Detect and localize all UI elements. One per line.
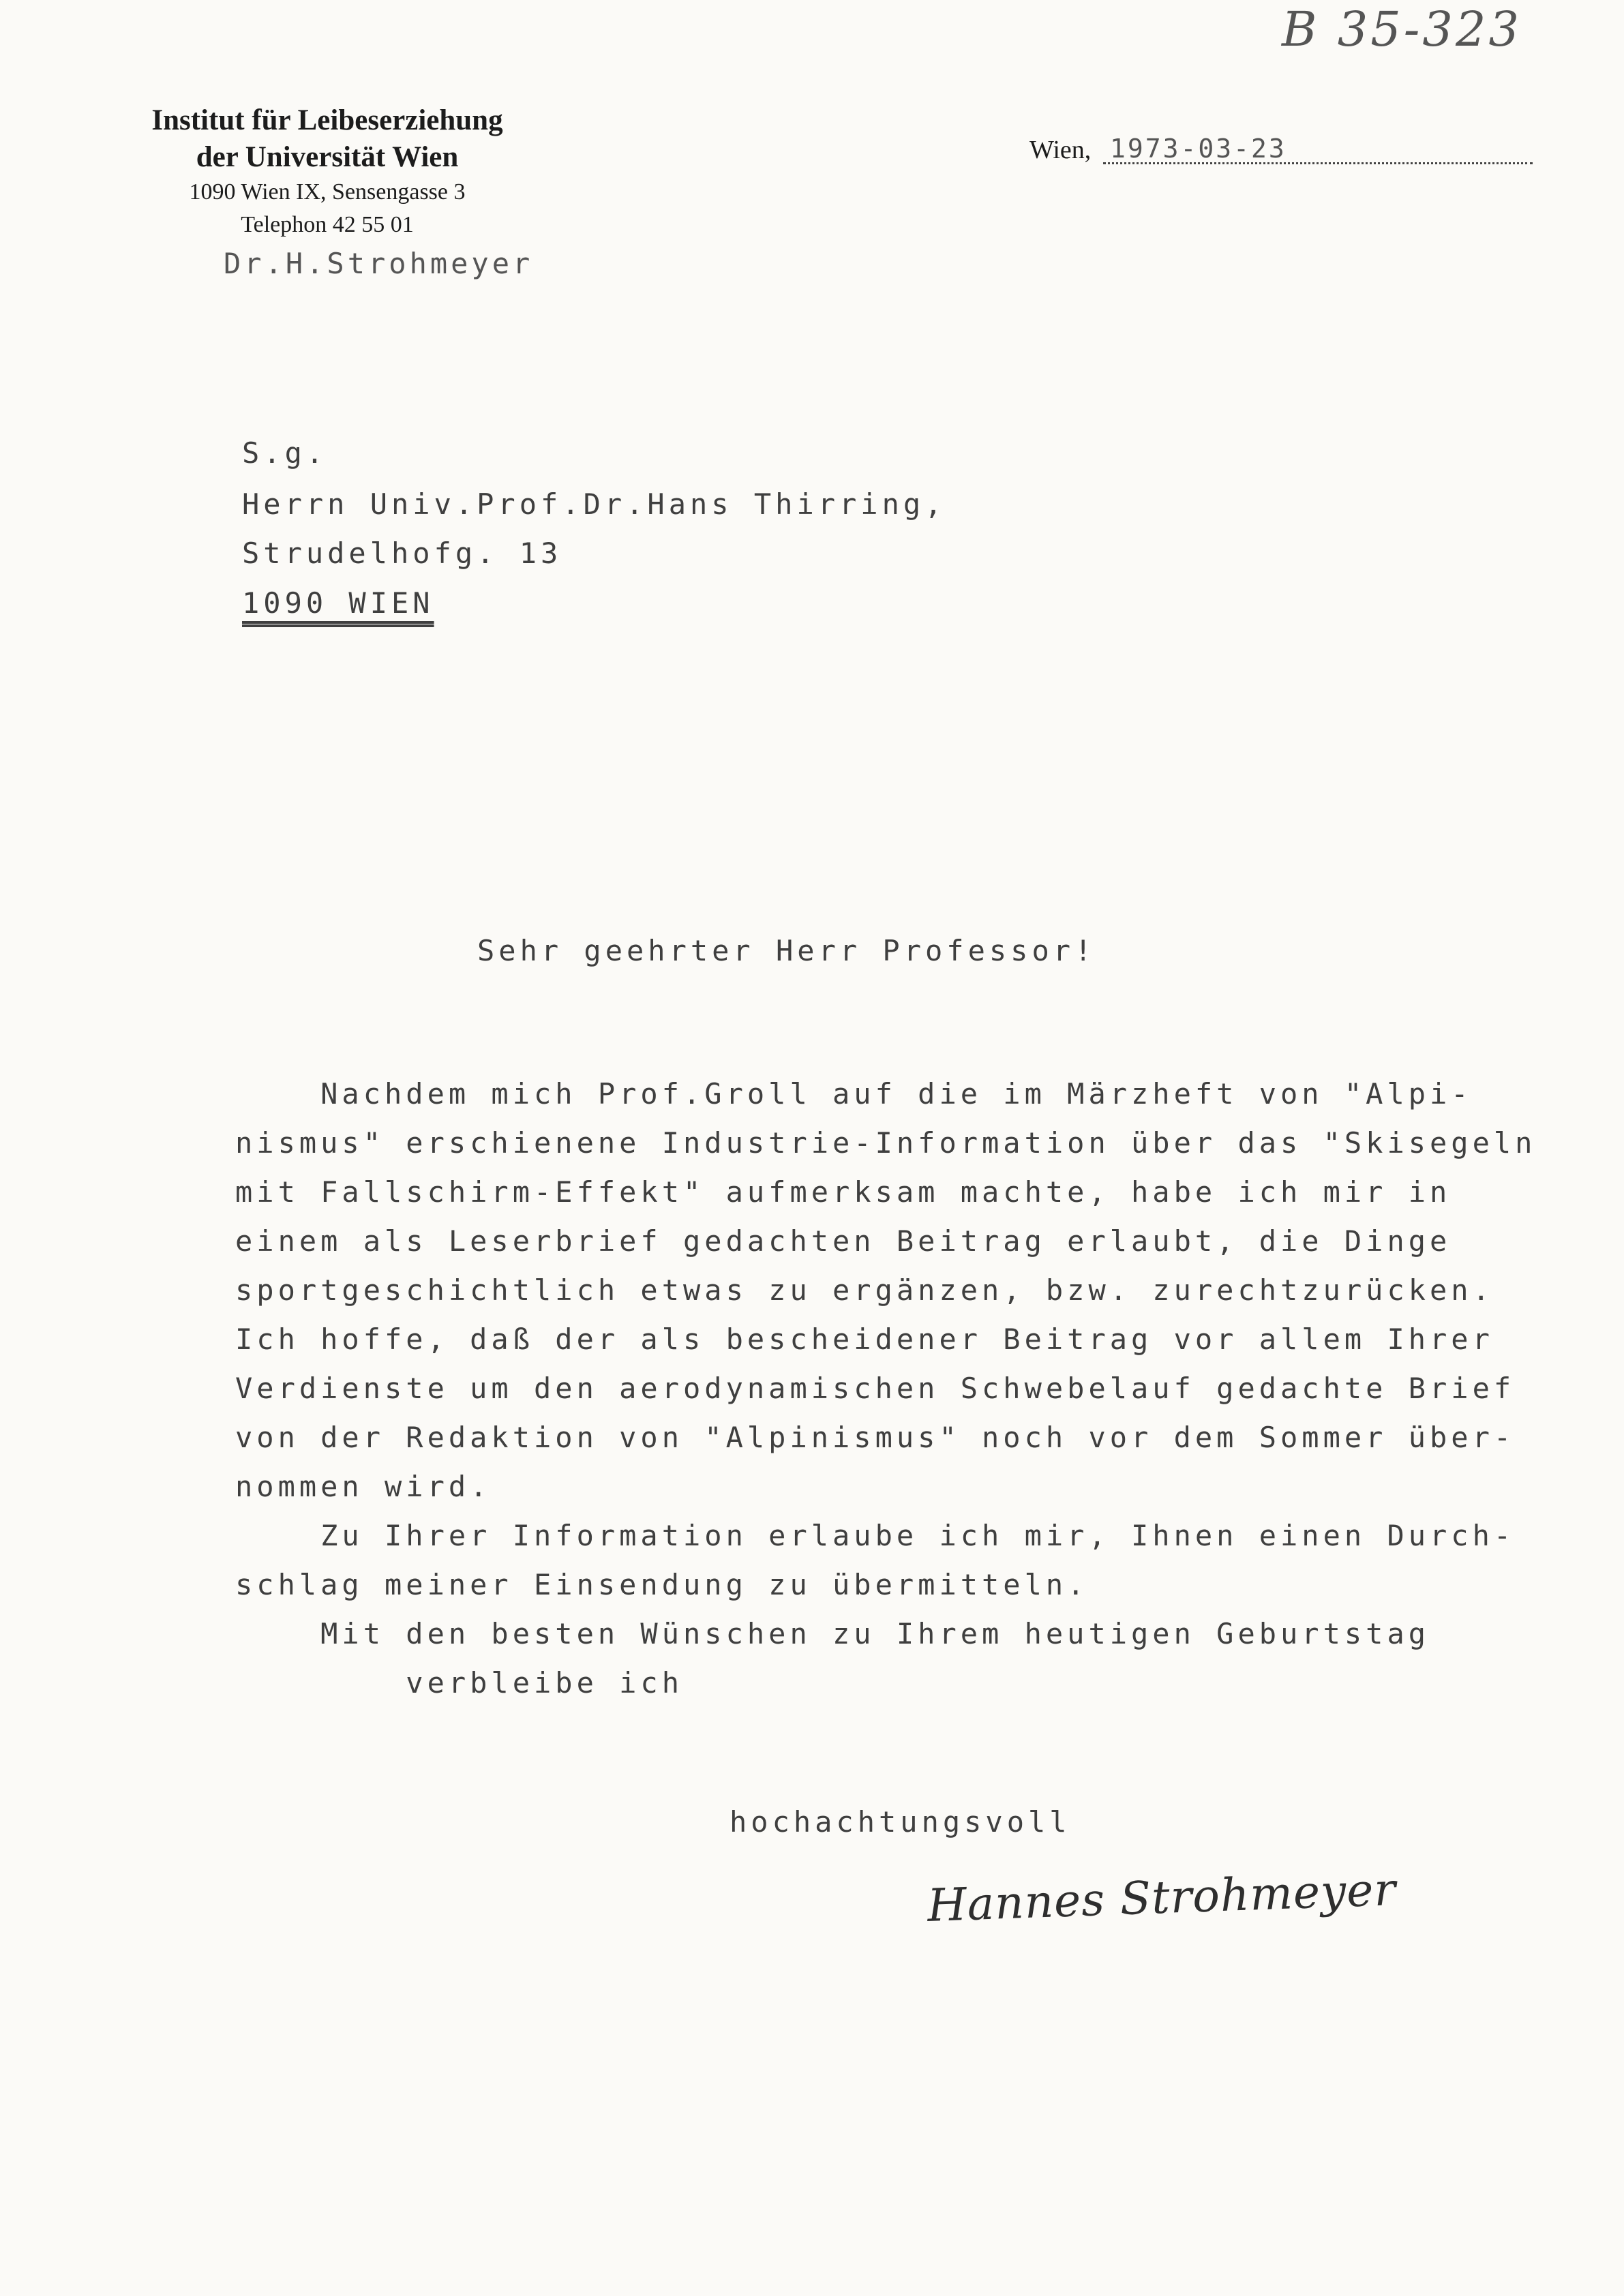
date-line xyxy=(1029,135,1534,173)
letter-body xyxy=(235,1077,1537,1732)
sender-name: Dr.H.Strohmeyer xyxy=(224,247,534,280)
letterhead-university: der Universität Wien xyxy=(196,141,459,173)
body-line: verbleibe ich xyxy=(235,1666,684,1700)
date-value: 1973-03-23 xyxy=(1110,134,1287,164)
date-prefix: Wien, xyxy=(1029,136,1092,164)
letterhead-telephone: Telephon 42 55 01 xyxy=(241,212,414,237)
body-line: Verdienste um den aerodynamischen Schwebelauf gedachte Brief xyxy=(235,1372,1516,1405)
letterhead-address: 1090 Wien IX, Sensengasse 3 xyxy=(189,179,466,205)
closing: hochachtungsvoll xyxy=(730,1805,1071,1839)
body-line: Mit den besten Wünschen zu Ihrem heutigen Geburtstag xyxy=(235,1617,1430,1650)
body-line: Nachdem mich Prof.Groll auf die im Märzheft von "Alpi- xyxy=(235,1077,1473,1111)
body-line: nismus" erschienene Industrie-Information über das "Skisegeln xyxy=(235,1126,1537,1160)
body-line: Ich hoffe, daß der als bescheidener Beitrag vor allem Ihrer xyxy=(235,1323,1494,1356)
greeting: Sehr geehrter Herr Professor! xyxy=(477,934,1096,967)
body-line: von der Redaktion von "Alpinismus" noch vor dem Sommer über- xyxy=(235,1421,1516,1454)
archive-mark: B 35-323 xyxy=(1282,1,1522,57)
body-line: einem als Leserbrief gedachten Beitrag erlaubt, die Dinge xyxy=(235,1224,1452,1258)
letterhead xyxy=(109,102,545,241)
body-line: Zu Ihrer Information erlaube ich mir, Ihnen einen Durch- xyxy=(235,1519,1516,1552)
body-line: sportgeschichtlich etwas zu ergänzen, bzw. zurechtzurücken. xyxy=(235,1273,1494,1307)
recipient-name: Herrn Univ.Prof.Dr.Hans Thirring, xyxy=(242,487,946,521)
recipient-city: 1090 WIEN xyxy=(242,586,434,620)
signature: Hannes Strohmeyer xyxy=(926,1863,1398,1932)
recipient-street: Strudelhofg. 13 xyxy=(242,537,562,570)
body-line: nommen wird. xyxy=(235,1470,492,1503)
body-line: mit Fallschirm-Effekt" aufmerksam machte, habe ich mir in xyxy=(235,1175,1452,1209)
letterhead-institute: Institut für Leibeserziehung xyxy=(151,104,503,136)
body-line: schlag meiner Einsendung zu übermitteln. xyxy=(235,1568,1089,1601)
recipient-salutation: S.g. xyxy=(242,436,328,470)
